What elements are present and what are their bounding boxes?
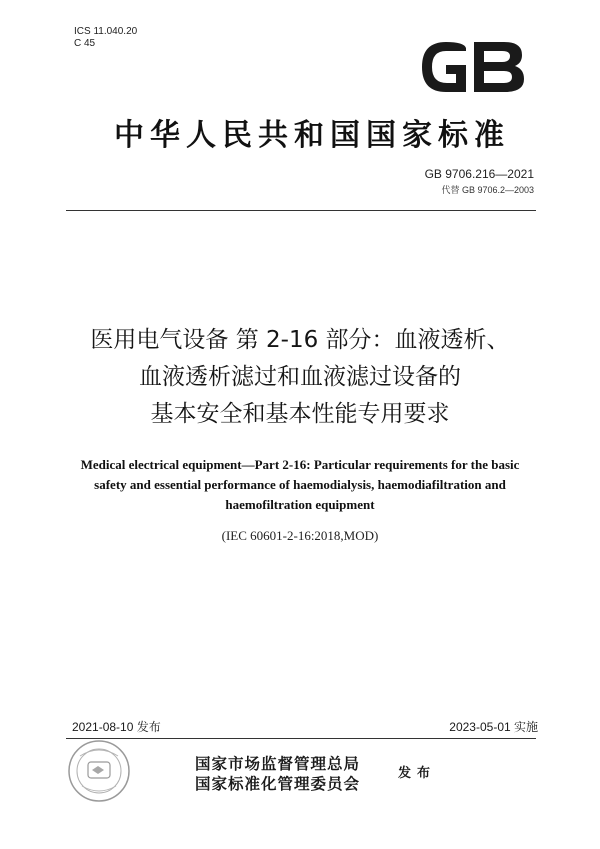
gb-logo-b-icon xyxy=(474,42,524,92)
publisher-samr: 国家市场监督管理总局 xyxy=(195,754,361,773)
gb-logo xyxy=(416,38,528,96)
title-en-line1: Medical electrical equipment—Part 2-16: Particular requirements for the basic xyxy=(80,457,520,472)
main-title: 中华人民共和国国家标准 xyxy=(114,118,510,153)
classification-codes xyxy=(74,26,137,50)
title-cn-line3: 基本安全和基本性能专用要求 xyxy=(150,401,450,427)
official-seal-icon xyxy=(64,736,134,806)
top-divider xyxy=(66,210,536,211)
issue-date: 2021-08-10 发布 xyxy=(72,720,161,734)
adoption-note: (IEC 60601-2-16:2018,MOD) xyxy=(221,528,379,543)
title-en-line3: haemofiltration equipment xyxy=(225,497,375,512)
title-en-line2: safety and essential performance of haemodialysis, haemodiafiltration and xyxy=(94,477,506,492)
ccs-code: C 45 xyxy=(74,38,96,49)
publisher-sac: 国家标准化管理委员会 xyxy=(195,774,361,793)
ics-code: ICS 11.040.20 xyxy=(74,26,138,37)
title-cn-line2: 血液透析滤过和血液滤过设备的 xyxy=(139,364,461,390)
publish-label: 发布 xyxy=(398,766,437,781)
bottom-divider xyxy=(66,738,536,739)
gb-logo-g-icon xyxy=(422,42,466,92)
title-cn-line1: 医用电气设备 第 2-16 部分：血液透析、 xyxy=(90,327,510,353)
replaces-standard: 代替 GB 9706.2—2003 xyxy=(441,185,534,195)
standard-number: GB 9706.216—2021 xyxy=(424,167,534,181)
implementation-date: 2023-05-01 实施 xyxy=(449,720,538,734)
